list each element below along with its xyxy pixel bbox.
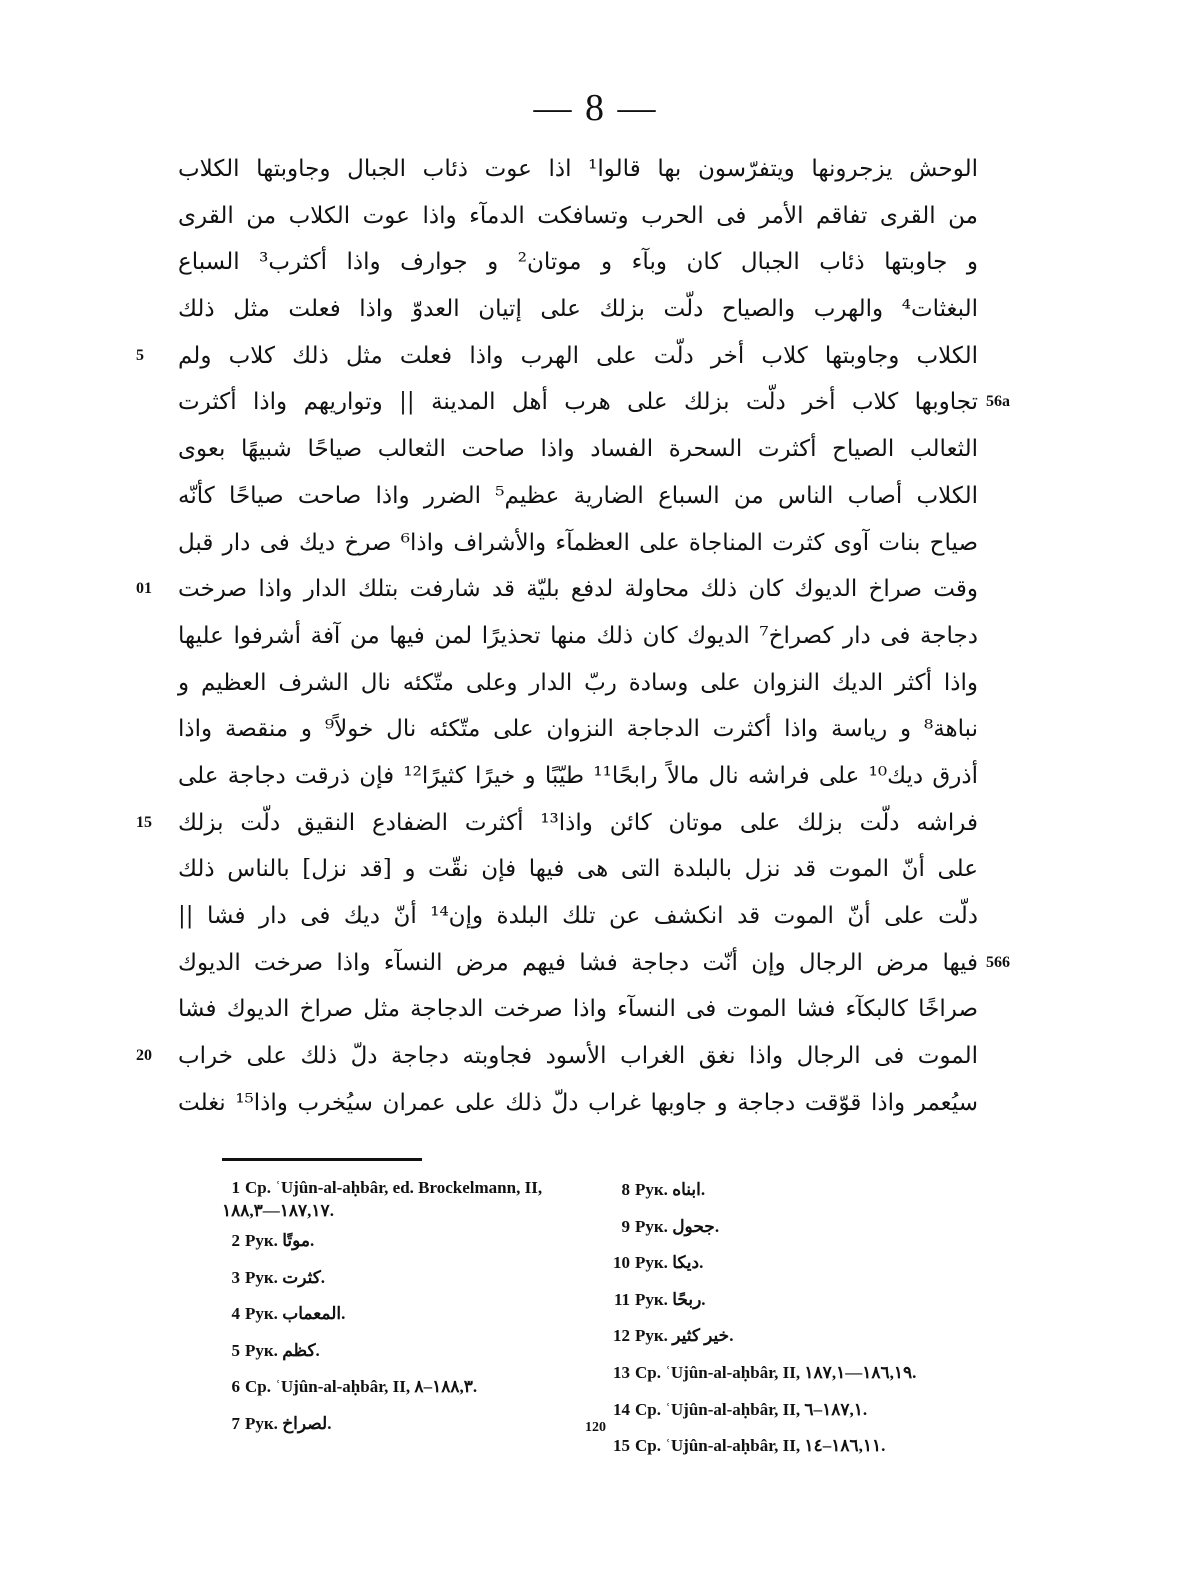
footnote-text: Рук. موتًا. — [245, 1231, 315, 1250]
line-text: وقت صراخ الديوك كان ذلك محاولة لدفع بليّة قد شارفت بتلك الدار واذا صرخت — [178, 576, 978, 603]
text-line — [178, 1080, 978, 1127]
text-line — [178, 893, 978, 940]
line-text: واذا أكثر الديك النزوان على وسادة ربّ الدار وعلى متّكئه نال الشرف العظيم و — [178, 669, 978, 696]
footnote-number: 1 — [231, 1178, 240, 1197]
line-text: الثعالب الصياح أكثرت السحرة الفساد واذا صاحت الثعالب صياحًا شبيهًا بعوى — [178, 436, 978, 463]
footnote — [612, 1209, 992, 1246]
footnote-number: 14 — [613, 1399, 630, 1419]
text-line — [178, 286, 978, 333]
footnote-number: 5 — [231, 1340, 240, 1360]
footnote-number: 4 — [231, 1304, 240, 1324]
line-text: أذرق ديك¹⁰ على فراشه نال مالاً رابحًا¹¹ طيّبًا و خيرًا كثيرًا¹² فإن ذرقت دجاجة على — [178, 762, 978, 789]
footnote — [222, 1260, 592, 1297]
sheet-number: 120 — [585, 1420, 606, 1435]
text-line — [178, 846, 978, 893]
line-text: على أنّ الموت قد نزل بالبلدة التى هى فيها فإن نقّت و [قد نزل] بالناس ذلك — [178, 856, 978, 883]
footnote-text: Рук. كثرت. — [245, 1267, 326, 1287]
footnote-divider — [222, 1158, 422, 1161]
footnote-number: 13 — [613, 1362, 630, 1382]
footnote-number: 10 — [613, 1253, 630, 1273]
text-line — [178, 986, 978, 1033]
text-line — [178, 613, 978, 660]
footnote-number: 7 — [231, 1413, 240, 1433]
text-line — [178, 239, 978, 286]
footnote — [612, 1172, 992, 1209]
line-text: سيُعمر واذا قوّقت دجاجة و جاوبها غراب دلّ ذلك على عمران سيُخرب واذا¹⁵ نغلت — [178, 1089, 978, 1116]
text-line — [178, 520, 978, 567]
margin-line-number: 01 — [136, 580, 152, 598]
text-line — [178, 706, 978, 753]
footnotes-left-column — [222, 1172, 592, 1443]
footnote — [612, 1355, 992, 1392]
footnote-text: Cp. ʿUjûn-al-aḥbâr, II, ١٨٦,١١–١٤. — [635, 1436, 886, 1456]
text-line — [136, 566, 978, 613]
folio-marker: 56a — [986, 393, 1010, 411]
footnote-number: 15 — [613, 1436, 630, 1456]
folio-marker: 566 — [986, 953, 1010, 971]
margin-line-number: 20 — [136, 1047, 152, 1065]
body-text — [136, 146, 1010, 1126]
footnote-number: 11 — [613, 1289, 630, 1309]
footnote — [222, 1223, 592, 1260]
footnote-text: Cp. ʿUjûn-al-aḥbâr, II, ١٨٦,١٩—١٨٧,١. — [635, 1362, 917, 1382]
footnote-number: 9 — [621, 1216, 630, 1236]
footnote-text: Рук. خير كثير. — [635, 1326, 734, 1346]
line-text: الوحش يزجرونها ويتفرّسون بها قالوا¹ اذا عوت ذئاب الجبال وجاوبتها الكلاب — [178, 156, 978, 182]
footnote-number: 6 — [231, 1377, 240, 1397]
line-text: الموت فى الرجال واذا نغق الغراب الأسود فجاوبته دجاجة دلّ ذلك على خراب — [178, 1043, 978, 1070]
footnote — [612, 1245, 992, 1282]
margin-line-number: 15 — [136, 813, 152, 831]
margin-line-number: 5 — [136, 346, 144, 364]
line-text: من القرى تفاقم الأمر فى الحرب وتسافكت الدمآء واذا عوت الكلاب من القرى — [178, 202, 978, 229]
line-text: فراشه دلّت بزلك على موتان كائن واذا¹³ أكثرت الضفادع النقيق دلّت بزلك — [178, 809, 978, 836]
footnote — [612, 1282, 992, 1319]
footnote-text: Рук. لصراخ. — [245, 1413, 332, 1433]
footnote-text: Cp. ʿUjûn-al-aḥbâr, II, ١٨٧,١–٦. — [635, 1399, 868, 1419]
line-text: البغثات⁴ والهرب والصياح دلّت بزلك على إتيان العدوّ واذا فعلت مثل ذلك — [178, 296, 978, 323]
page-number: — 8 — — [533, 87, 658, 129]
line-text: الكلاب أصاب الناس من السباع الضارية عظيم⁵ الضرر واذا صاحت صياحًا كأنّه — [178, 482, 978, 509]
line-text: صياح بنات آوى كثرت المناجاة على العظمآء والأشراف واذا⁶ صرخ ديك فى دار قبل — [178, 529, 978, 556]
footnote-text: Cp. ʿUjûn-al-aḥbâr, ed. Brockelmann, II, ١٨٧,١٧—١٨٨,٣. — [222, 1178, 543, 1220]
footnote — [222, 1296, 592, 1333]
footnote — [222, 1172, 592, 1223]
footnote-number: 3 — [231, 1267, 240, 1287]
text-line — [136, 1033, 978, 1080]
line-text: فيها مرض الرجال وإن أنّت دجاجة فشا فيهم مرض النسآء واذا صرخت الديوك — [178, 949, 978, 976]
text-line — [136, 800, 978, 847]
footnote-text: Рук. ابناه. — [635, 1180, 706, 1199]
text-line — [178, 940, 1010, 987]
text-line — [178, 426, 978, 473]
footnote-number: 2 — [231, 1231, 240, 1250]
footnote-text: Рук. ربحًا. — [635, 1289, 706, 1309]
line-text: دجاجة فى دار كصراخ⁷ الديوك كان ذلك منها تحذيرًا لمن فيها من آفة أشرفوا عليها — [178, 622, 978, 649]
line-text: تجاوبها كلاب أخر دلّت بزلك على هرب أهل المدينة || وتواريهم واذا أكثرت — [178, 389, 978, 416]
footnote — [222, 1333, 592, 1370]
line-text: صراخًا كالبكآء فشا الموت فى النسآء واذا صرخت الدجاجة مثل صراخ الديوك فشا — [178, 996, 978, 1023]
text-line — [178, 660, 978, 707]
line-text: الكلاب وجاوبتها كلاب أخر دلّت على الهرب واذا فعلت مثل ذلك كلاب ولم — [178, 342, 978, 369]
text-line — [178, 473, 978, 520]
footnote-text: Рук. ديكا. — [635, 1253, 704, 1273]
text-line — [178, 753, 978, 800]
footnote-number: 8 — [621, 1180, 630, 1199]
footnote-text: Cp. ʿUjûn-al-aḥbâr, II, ١٨٨,٣–٨. — [245, 1377, 478, 1397]
footnote — [612, 1318, 992, 1355]
line-text: و جاوبتها ذئاب الجبال كان وبآء و موتان² و جوارف واذا أكثرب³ السباع — [178, 249, 978, 276]
footnote-text: Рук. جحول. — [635, 1216, 720, 1236]
line-text: دلّت على أنّ الموت قد انكشف عن تلك البلدة وإن¹⁴ أنّ ديك فى دار فشا || — [178, 903, 978, 929]
text-line — [178, 146, 978, 193]
text-line — [178, 193, 978, 240]
line-text: نباهة⁸ و رياسة واذا أكثرت الدجاجة النزوان على متّكئه نال خولاً⁹ و منقصة واذا — [178, 716, 978, 743]
footnote-number: 12 — [613, 1326, 630, 1346]
footnote-text: Рук. كظم. — [245, 1340, 320, 1360]
text-line — [178, 379, 1010, 426]
footnote-text: Рук. المعماب. — [245, 1304, 346, 1324]
text-line — [136, 333, 978, 380]
footnote — [222, 1369, 592, 1406]
